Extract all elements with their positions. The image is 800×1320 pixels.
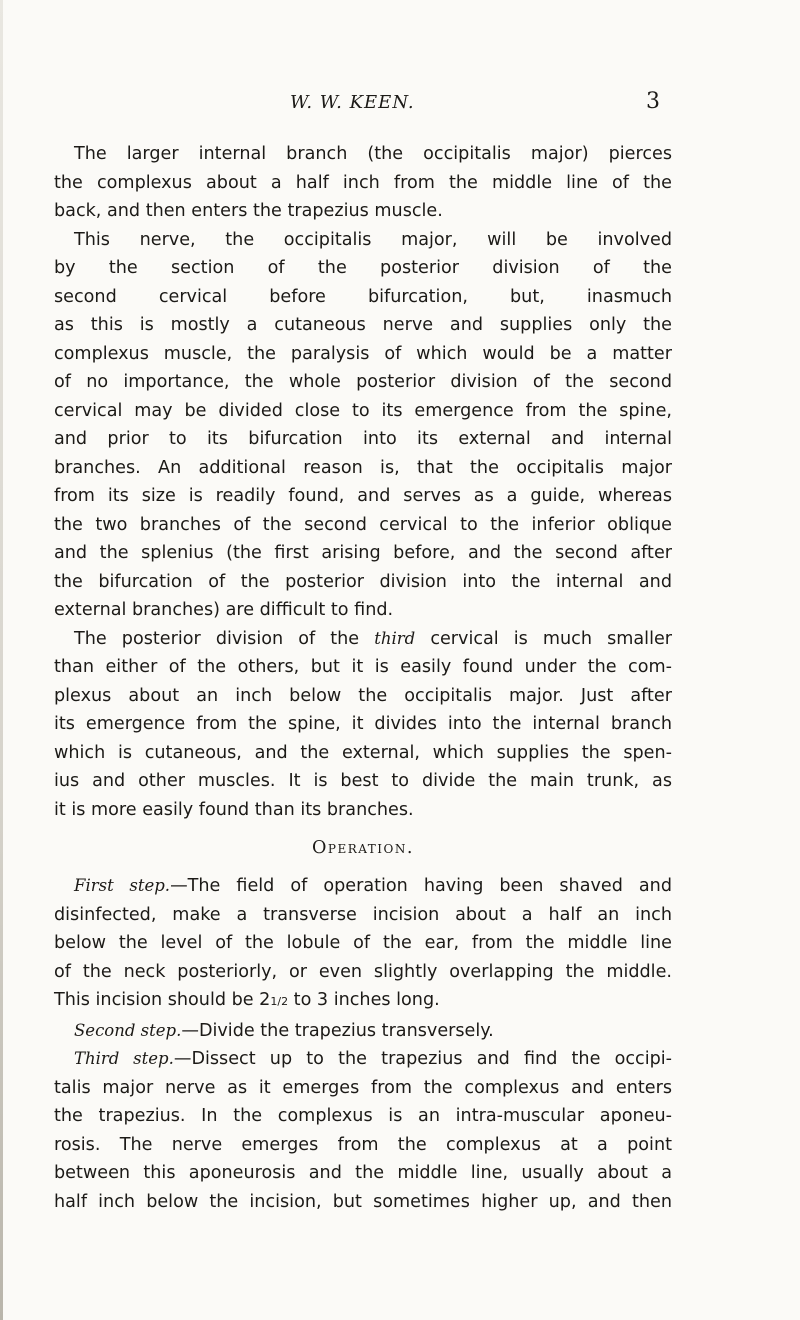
text-line: of the neck posteriorly, or even slightly overlapping the middle. xyxy=(54,961,672,982)
page-header xyxy=(0,89,800,122)
text-line: disinfected, make a transverse incision about a half an inch xyxy=(54,904,672,925)
step-label: First step. xyxy=(74,876,171,895)
body-text xyxy=(54,140,672,1216)
text-line: its emergence from the spine, it divides into the internal branch xyxy=(54,714,672,734)
text-line: the bifurcation of the posterior division into the internal and xyxy=(54,571,672,592)
text-line: than either of the others, but it is easily found under the com- xyxy=(54,657,672,677)
text-run: This incision should be 2 xyxy=(54,990,271,1010)
text-line: The larger internal branch (the occipitalis major) pierces xyxy=(74,144,672,164)
step-1 xyxy=(54,872,672,1017)
step-label: Second step. xyxy=(74,1020,182,1040)
text-run: cervical is much smaller xyxy=(430,628,673,649)
text-line: below the level of the lobule of the ear, from the middle line xyxy=(54,933,672,953)
page-edge-shadow xyxy=(0,0,3,1320)
text-line: and the splenius (the first arising before, and the second after xyxy=(54,543,672,563)
section-heading: Operation. xyxy=(312,838,414,858)
text-line xyxy=(54,986,672,1017)
text-line: as this is mostly a cutaneous nerve and supplies only the xyxy=(54,315,672,335)
text-line: by the section of the posterior division of the xyxy=(54,258,672,278)
text-line: which is cutaneous, and the external, which supplies the spen- xyxy=(54,742,672,763)
text-line xyxy=(54,1017,672,1046)
text-line xyxy=(54,872,672,901)
text-line: ius and other muscles. It is best to divide the main trunk, as xyxy=(54,771,672,791)
text-line: it is more easily found than its branches. xyxy=(54,799,414,820)
step-label: Third step. xyxy=(74,1049,174,1068)
text-run: —Dissect up to the trapezius and find the occipi- xyxy=(173,1049,672,1069)
text-line: and prior to its bifurcation into its external and internal xyxy=(54,429,672,449)
text-run: The posterior division of the xyxy=(74,628,360,649)
running-head: W. W. KEEN. xyxy=(290,92,415,113)
page-number: 3 xyxy=(646,89,660,114)
text-run: —Divide the trapezius transversely. xyxy=(181,1020,494,1041)
step-3 xyxy=(54,1045,672,1216)
paragraph-2 xyxy=(54,226,672,625)
paragraph-1 xyxy=(54,140,672,226)
text-line: external branches) are difficult to find. xyxy=(54,600,394,620)
text-line: the complexus about a half inch from the middle line of the xyxy=(54,172,672,193)
text-line: plexus about an inch below the occipitalis major. Just after xyxy=(54,685,672,706)
text-line: second cervical before bifurcation, but, inasmuch xyxy=(54,286,672,307)
text-line: back, and then enters the trapezius muscle. xyxy=(54,201,443,221)
fraction: 1/2 xyxy=(270,995,289,1008)
italic-emphasis: third xyxy=(374,628,416,648)
text-line xyxy=(54,625,672,654)
text-line: between this aponeurosis and the middle line, usually about a xyxy=(54,1163,672,1183)
text-line: talis major nerve as it emerges from the complexus and enters xyxy=(54,1077,672,1098)
text-line: rosis. The nerve emerges from the complexus at a point xyxy=(54,1134,672,1155)
step-2 xyxy=(54,1017,672,1046)
text-line xyxy=(54,1045,672,1074)
text-line: of no importance, the whole posterior division of the second xyxy=(54,372,672,392)
text-line: the trapezius. In the complexus is an intra-muscular aponeu- xyxy=(54,1106,672,1126)
text-line: complexus muscle, the paralysis of which would be a matter xyxy=(54,343,672,364)
text-line: half inch below the incision, but sometimes higher up, and then xyxy=(54,1191,672,1212)
text-line: the two branches of the second cervical to the inferior oblique xyxy=(54,514,672,535)
text-line: from its size is readily found, and serves as a guide, whereas xyxy=(54,486,672,506)
text-run: to 3 inches long. xyxy=(288,990,440,1010)
text-line: cervical may be divided close to its emergence from the spine, xyxy=(54,400,672,421)
paragraph-3 xyxy=(54,625,672,825)
text-run: —The field of operation having been shaved and xyxy=(170,876,672,896)
text-line: This nerve, the occipitalis major, will be involved xyxy=(74,229,672,250)
text-line: branches. An additional reason is, that the occipitalis major xyxy=(54,457,672,478)
